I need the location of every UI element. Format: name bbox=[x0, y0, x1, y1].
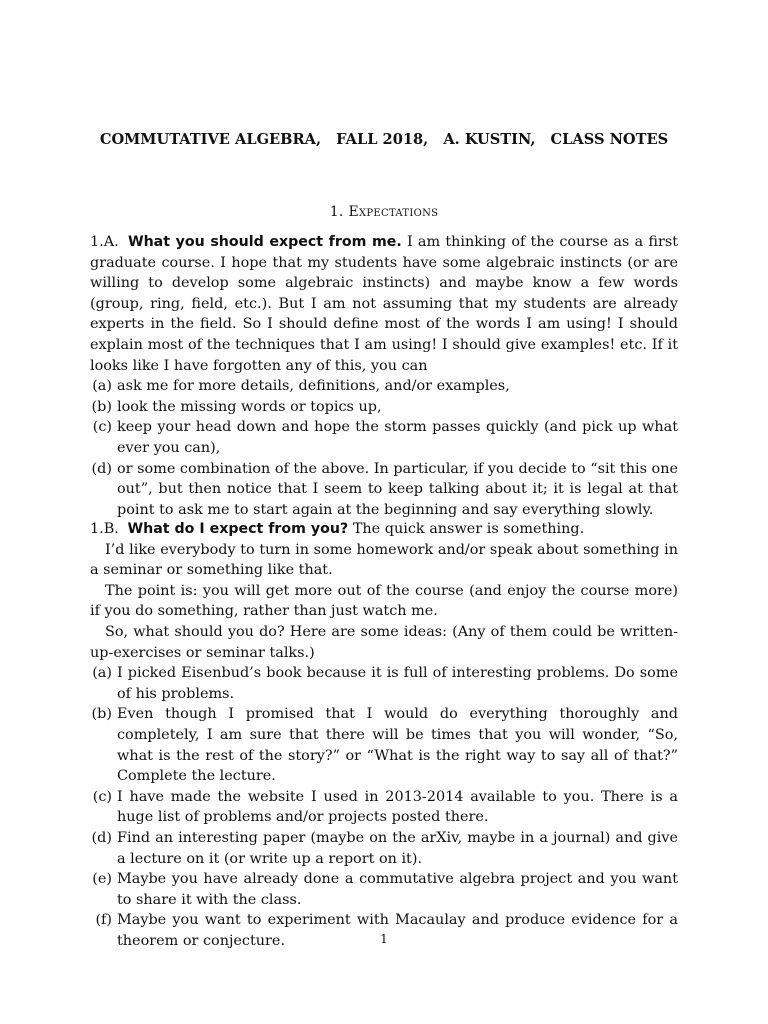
item-label: (a) bbox=[92, 665, 112, 682]
item-text: Even though I promised that I would do everything thoroughly and completely, I am sure that there will be times that you will wonder, “So, what is the rest of the story?” or “What is the right way to say all of that?” Complete the lecture. bbox=[117, 706, 678, 785]
subsection-1a bbox=[90, 232, 678, 520]
item-text: I have made the website I used in 2013-2014 available to you. There is a huge list of problems and/or projects posted there. bbox=[117, 788, 678, 826]
title-author: A. KUSTIN, bbox=[443, 131, 536, 148]
subsection-heading: What do I expect from you? bbox=[127, 521, 349, 537]
subsection-number: 1.A. bbox=[90, 234, 119, 250]
item-label: (e) bbox=[92, 871, 112, 888]
item-label: (b) bbox=[91, 398, 112, 415]
item-text: look the missing words or topics up, bbox=[117, 398, 382, 415]
list-item bbox=[90, 376, 678, 397]
subsection-heading: What you should expect from me. bbox=[127, 234, 402, 250]
list-item bbox=[90, 828, 678, 869]
item-text: Maybe you want to experiment with Macaulay and produce evidence for a theorem or conjecture. bbox=[117, 912, 678, 949]
page-title bbox=[90, 131, 678, 148]
subsection-number: 1.B. bbox=[90, 521, 119, 537]
paragraph: The point is: you will get more out of the course (and enjoy the course more) if you do something, rather than just watch me. bbox=[90, 582, 678, 620]
paragraph-text: I am thinking of the course as a first graduate course. I hope that my students have some algebraic instincts (or are willing to develop some algebraic instincts) and maybe know a few words (group, ring, field, etc.). But I am not assuming that my students are already experts in the field. So I should define most of the words I am using! I should explain most of the techniques that I am using! I should give examples! etc. If it looks like I have forgotten any of this, you can bbox=[90, 234, 678, 374]
item-label: (b) bbox=[91, 706, 112, 723]
title-kind: CLASS NOTES bbox=[550, 131, 669, 148]
item-label: (d) bbox=[91, 460, 112, 477]
subsection-1a-intro bbox=[90, 232, 678, 376]
item-text: or some combination of the above. In particular, if you decide to “sit this one out”, but then notice that I seem to keep talking about it; it is legal at that point to ask me to start again at the beginning and say everything slowly. bbox=[117, 460, 678, 518]
item-text: keep your head down and hope the storm passes quickly (and pick up what ever you can), bbox=[117, 419, 678, 456]
item-label: (d) bbox=[91, 829, 112, 846]
list-item bbox=[90, 663, 678, 704]
options-list bbox=[90, 376, 678, 520]
list-item bbox=[90, 397, 678, 418]
item-label: (c) bbox=[92, 419, 112, 436]
item-text: Maybe you have already done a commutative algebra project and you want to share it with the class. bbox=[117, 871, 678, 908]
item-text: Find an interesting paper (maybe on the arXiv, maybe in a journal) and give a lecture on it (or write up a report on it). bbox=[117, 829, 678, 867]
subsection-1b bbox=[90, 519, 678, 951]
list-item bbox=[90, 787, 678, 828]
item-label: (f) bbox=[95, 912, 112, 929]
title-course: COMMUTATIVE ALGEBRA, bbox=[99, 131, 322, 148]
list-item bbox=[90, 459, 678, 521]
page-number: 1 bbox=[380, 932, 388, 946]
section-number: 1. bbox=[329, 204, 344, 220]
ideas-list bbox=[90, 663, 678, 951]
section-title-text: Expectations bbox=[348, 204, 439, 220]
item-text: ask me for more details, definitions, and/or examples, bbox=[117, 378, 510, 395]
item-label: (c) bbox=[92, 788, 112, 805]
section-heading bbox=[90, 204, 678, 220]
list-item bbox=[90, 869, 678, 910]
list-item bbox=[90, 417, 678, 458]
item-label: (a) bbox=[92, 378, 112, 395]
paragraph: So, what should you do? Here are some ideas: (Any of them could be written-up-exercises or seminar talks.) bbox=[90, 623, 678, 661]
title-term: FALL 2018, bbox=[336, 131, 429, 148]
paragraph-text: The quick answer is something. bbox=[352, 521, 585, 537]
paragraph: I’d like everybody to turn in some homework and/or speak about something in a seminar or something like that. bbox=[90, 541, 678, 579]
list-item bbox=[90, 704, 678, 786]
item-text: I picked Eisenbud’s book because it is full of interesting problems. Do some of his problems. bbox=[117, 665, 678, 702]
subsection-1b-intro bbox=[90, 519, 678, 540]
